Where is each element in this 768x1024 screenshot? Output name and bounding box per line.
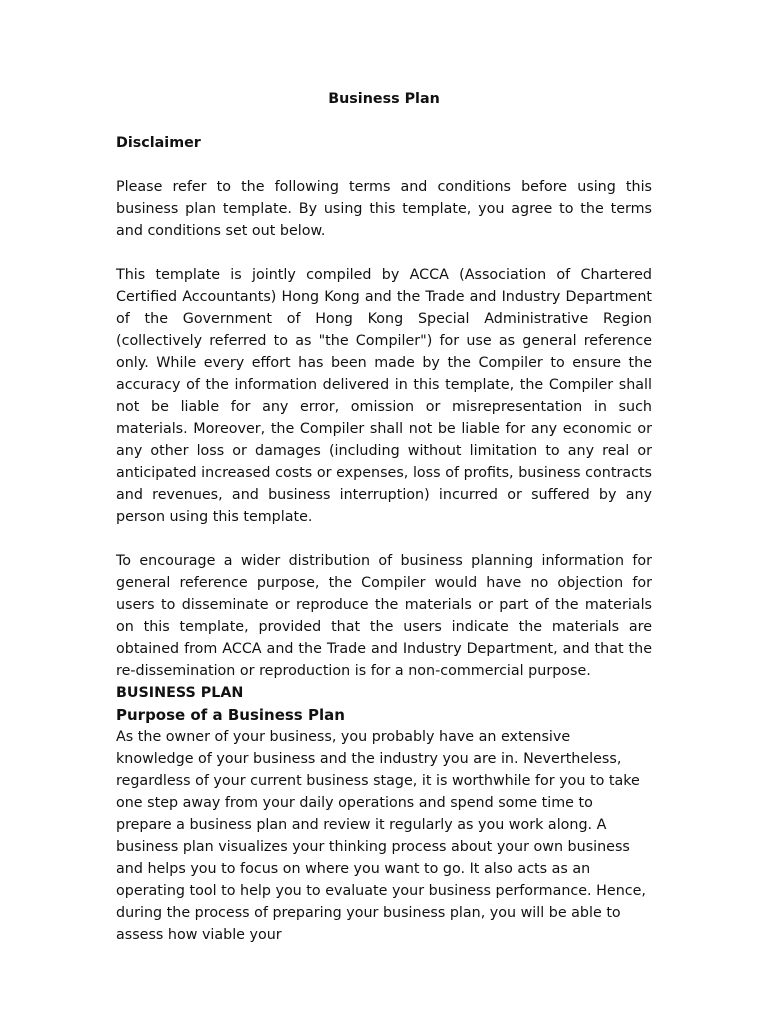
spacer bbox=[116, 528, 652, 550]
section-heading: BUSINESS PLAN bbox=[116, 685, 244, 701]
disclaimer-paragraph-terms: Please refer to the following terms and conditions before using this business plan template. By using this template, you agree to the terms and conditions set out below. bbox=[116, 179, 652, 239]
disclaimer-paragraph-distribution: To encourage a wider distribution of business planning information for general reference purpose, the Compiler would have no objection for users to disseminate or reproduce the materials or part of the materials on this template, provided that the users indicate the materials are obtained from ACCA and the Trade and Industry Department, and that the re-dissemination or reproduction is for a non-commercial purpose. bbox=[116, 553, 652, 679]
spacer bbox=[116, 154, 652, 176]
document-title: Business Plan bbox=[328, 91, 440, 107]
spacer bbox=[116, 110, 652, 132]
document-body bbox=[116, 88, 652, 946]
disclaimer-heading: Disclaimer bbox=[116, 135, 201, 151]
disclaimer-paragraph-compiler: This template is jointly compiled by ACCA (Association of Chartered Certified Accountants) Hong Kong and the Trade and Industry Department of the Government of Hong Kong Special Administrative Region (collectively referred to as "the Compiler") for use as general reference only. While every effort has been made by the Compiler to ensure the accuracy of the information delivered in this template, the Compiler shall not be liable for any error, omission or misrepresentation in such materials. Moreover, the Compiler shall not be liable for any economic or any other loss or damages (including without limitation to any real or anticipated increased costs or expenses, loss of profits, business contracts and revenues, and business interruption) incurred or suffered by any person using this template. bbox=[116, 267, 652, 525]
purpose-paragraph: As the owner of your business, you probably have an extensive knowledge of your business and the industry you are in. Nevertheless, regardless of your current business stage, it is worthwhile for you to take one step away from your daily operations and spend some time to prepare a business plan and review it regularly as you work along. A business plan visualizes your thinking process about your own business and helps you to focus on where you want to go. It also acts as an operating tool to help you to evaluate your business performance. Hence, during the process of preparing your business plan, you will be able to assess how viable your bbox=[116, 729, 646, 943]
spacer bbox=[116, 242, 652, 264]
subsection-heading: Purpose of a Business Plan bbox=[116, 706, 345, 724]
